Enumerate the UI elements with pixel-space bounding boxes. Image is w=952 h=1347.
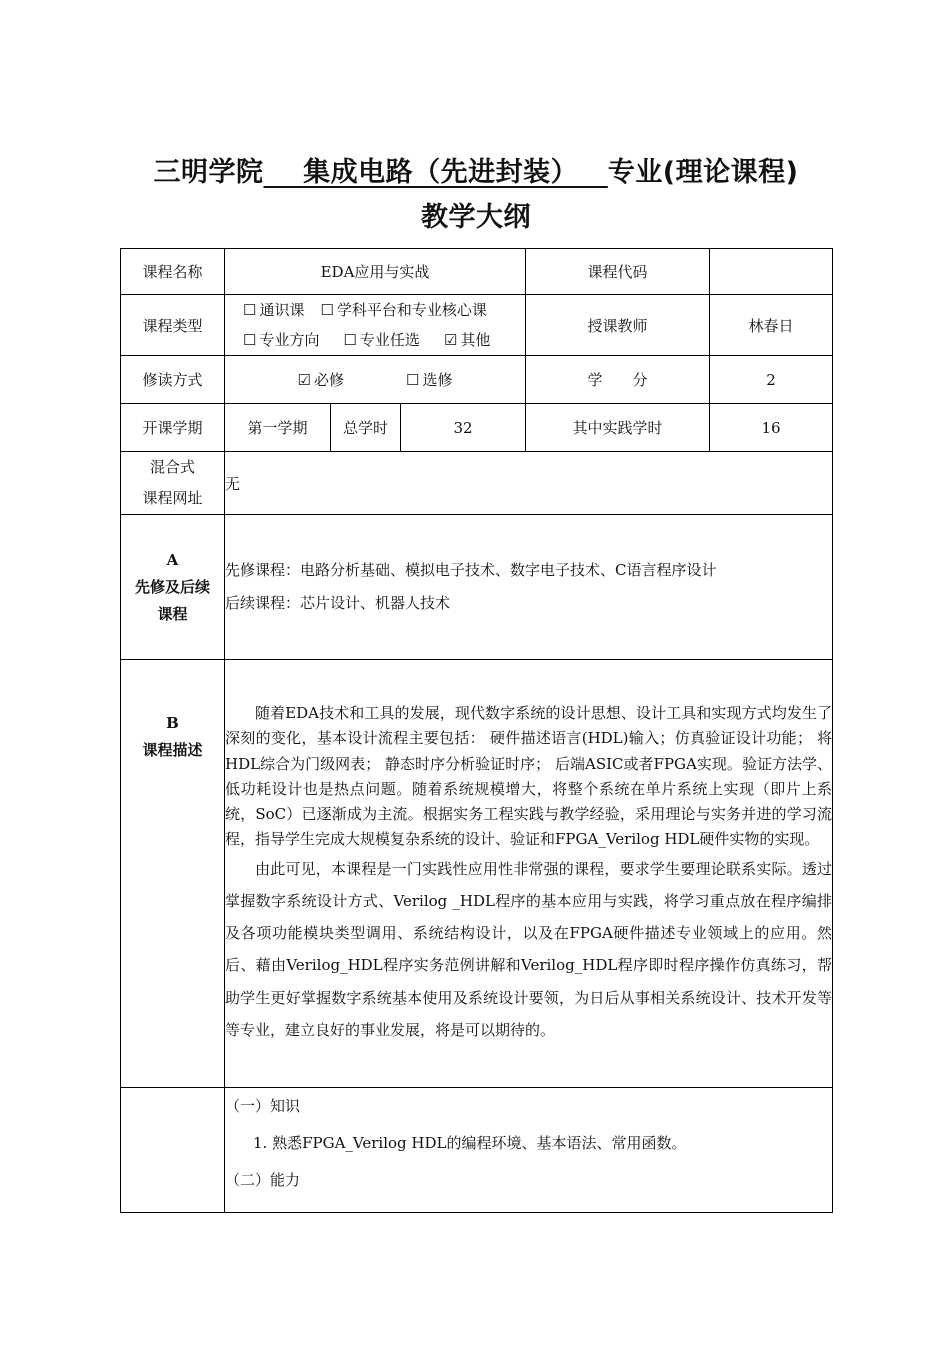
course-url-label-line2: 课程网址 bbox=[142, 489, 203, 507]
semester-value: 第一学期 bbox=[225, 404, 331, 452]
page-title-line1 bbox=[0, 150, 952, 189]
desc-content bbox=[225, 660, 833, 1088]
desc-paragraph-2: 由此可见，本课程是一门实践性应用性非常强的课程，要求学生要理论联系实际。透过掌握数字系统设计方式、Verilog _HDL程序的基本应用与实践，将学习重点放在程序编排及各项功能模块类型调用、系统结构设计，以及在FPGA硬件描述专业领域上的应用。然后、藉由Verilog_HDL程序实务范例讲解和Verilog_HDL程序即时程序操作仿真练习，帮助学生更好掌握数字系统基本使用及系统设计要领，为日后从事相关系统设计、技术开发等等专业，建立良好的事业发展，将是可以期待的。 bbox=[225, 859, 833, 1039]
prereq-label bbox=[121, 515, 225, 660]
page-title-line2: 教学大纲 bbox=[421, 202, 531, 233]
study-mode-options bbox=[225, 356, 526, 404]
desc-paragraph-1: 随着EDA技术和工具的发展，现代数字系统的设计思想、设计工具和实现方式均发生了深刻的变化，基本设计流程主要包括： 硬件描述语言(HDL)输入；仿真验证设计功能； 将HDL综合为门级网表； 静态时序分析验证时序； 后端ASIC或者FPGA实现。验证方法学、低功耗设计也是热点问题。随着系统规模增大，将整个系统在单片系统上实现（即片上系统，SoC）已逐渐成为主流。根据实务工程实践与教学经验，采用理论与实务并进的学习流程，指导学生完成大规模复杂系统的设计、验证和FPGA_Verilog HDL硬件实物的实现。 bbox=[225, 704, 833, 849]
row-study-mode bbox=[121, 356, 833, 404]
type-general-label: 通识课 bbox=[259, 301, 305, 319]
mode-required-checkbox[interactable]: ☑ 必修 bbox=[297, 371, 345, 389]
objectives-knowledge-item: 1. 熟悉FPGA_Verilog HDL的编程环境、基本语法、常用函数。 bbox=[253, 1134, 687, 1152]
total-hours-value: 32 bbox=[401, 404, 526, 452]
type-other-checkbox[interactable]: ☑ 其他 bbox=[443, 331, 491, 349]
mode-elective-checkbox[interactable]: ☐ 选修 bbox=[406, 371, 453, 389]
course-type-options bbox=[225, 295, 526, 356]
study-mode-label: 修读方式 bbox=[121, 356, 225, 404]
desc-label bbox=[121, 660, 225, 1088]
objectives-content bbox=[225, 1088, 833, 1213]
prereq-after: 后续课程：芯片设计、机器人技术 bbox=[225, 594, 451, 612]
row-objectives bbox=[121, 1088, 833, 1213]
row-course-url bbox=[121, 452, 833, 515]
type-elective-label: 专业任选 bbox=[359, 331, 420, 349]
desc-label-b: B bbox=[166, 714, 179, 732]
credit-value: 2 bbox=[710, 356, 833, 404]
type-core-checkbox[interactable]: ☐ 学科平台和专业核心课 bbox=[320, 301, 487, 319]
course-type-label: 课程类型 bbox=[121, 295, 225, 356]
prereq-before: 先修课程：电路分析基础、模拟电子技术、数字电子技术、C语言程序设计 bbox=[225, 561, 717, 579]
syllabus-table bbox=[120, 248, 833, 1213]
mode-elective-label: 选修 bbox=[422, 371, 453, 389]
type-core-label: 学科平台和专业核心课 bbox=[336, 301, 487, 319]
school-name: 三明学院 bbox=[153, 157, 264, 188]
row-prerequisites bbox=[121, 515, 833, 660]
prereq-content bbox=[225, 515, 833, 660]
type-general-checkbox[interactable]: ☐ 通识课 bbox=[243, 301, 305, 319]
course-name-label: 课程名称 bbox=[121, 249, 225, 295]
type-other-label: 其他 bbox=[460, 331, 491, 349]
semester-label: 开课学期 bbox=[121, 404, 225, 452]
teacher-label: 授课教师 bbox=[526, 295, 710, 356]
course-url-label-line1: 混合式 bbox=[149, 458, 195, 476]
prereq-label-a: A bbox=[166, 550, 179, 569]
type-direction-checkbox[interactable]: ☐ 专业方向 bbox=[243, 331, 320, 349]
row-description bbox=[121, 660, 833, 1088]
prereq-label-line2: 课程 bbox=[157, 604, 188, 623]
objectives-label bbox=[121, 1088, 225, 1213]
desc-label-text: 课程描述 bbox=[142, 741, 203, 759]
course-name-value: EDA应用与实战 bbox=[225, 249, 526, 295]
teacher-value: 林春日 bbox=[710, 295, 833, 356]
prereq-label-line1: 先修及后续 bbox=[134, 577, 210, 596]
objectives-ability-heading: （二）能力 bbox=[225, 1171, 301, 1189]
course-url-label bbox=[121, 452, 225, 515]
course-url-value: 无 bbox=[225, 452, 833, 515]
row-course-type bbox=[121, 295, 833, 356]
type-elective-checkbox[interactable]: ☐ 专业任选 bbox=[343, 331, 420, 349]
type-direction-label: 专业方向 bbox=[259, 331, 320, 349]
credit-label: 学 分 bbox=[526, 356, 710, 404]
course-code-value bbox=[710, 249, 833, 295]
practice-hours-label: 其中实践学时 bbox=[526, 404, 710, 452]
row-semester bbox=[121, 404, 833, 452]
course-code-label: 课程代码 bbox=[526, 249, 710, 295]
objectives-knowledge-heading: （一）知识 bbox=[225, 1097, 301, 1115]
major-suffix: 专业(理论课程) bbox=[607, 157, 799, 188]
total-hours-label: 总学时 bbox=[331, 404, 401, 452]
major-name: 集成电路（先进封装） bbox=[303, 157, 579, 188]
practice-hours-value: 16 bbox=[710, 404, 833, 452]
row-course-name bbox=[121, 249, 833, 295]
mode-required-label: 必修 bbox=[314, 371, 345, 389]
